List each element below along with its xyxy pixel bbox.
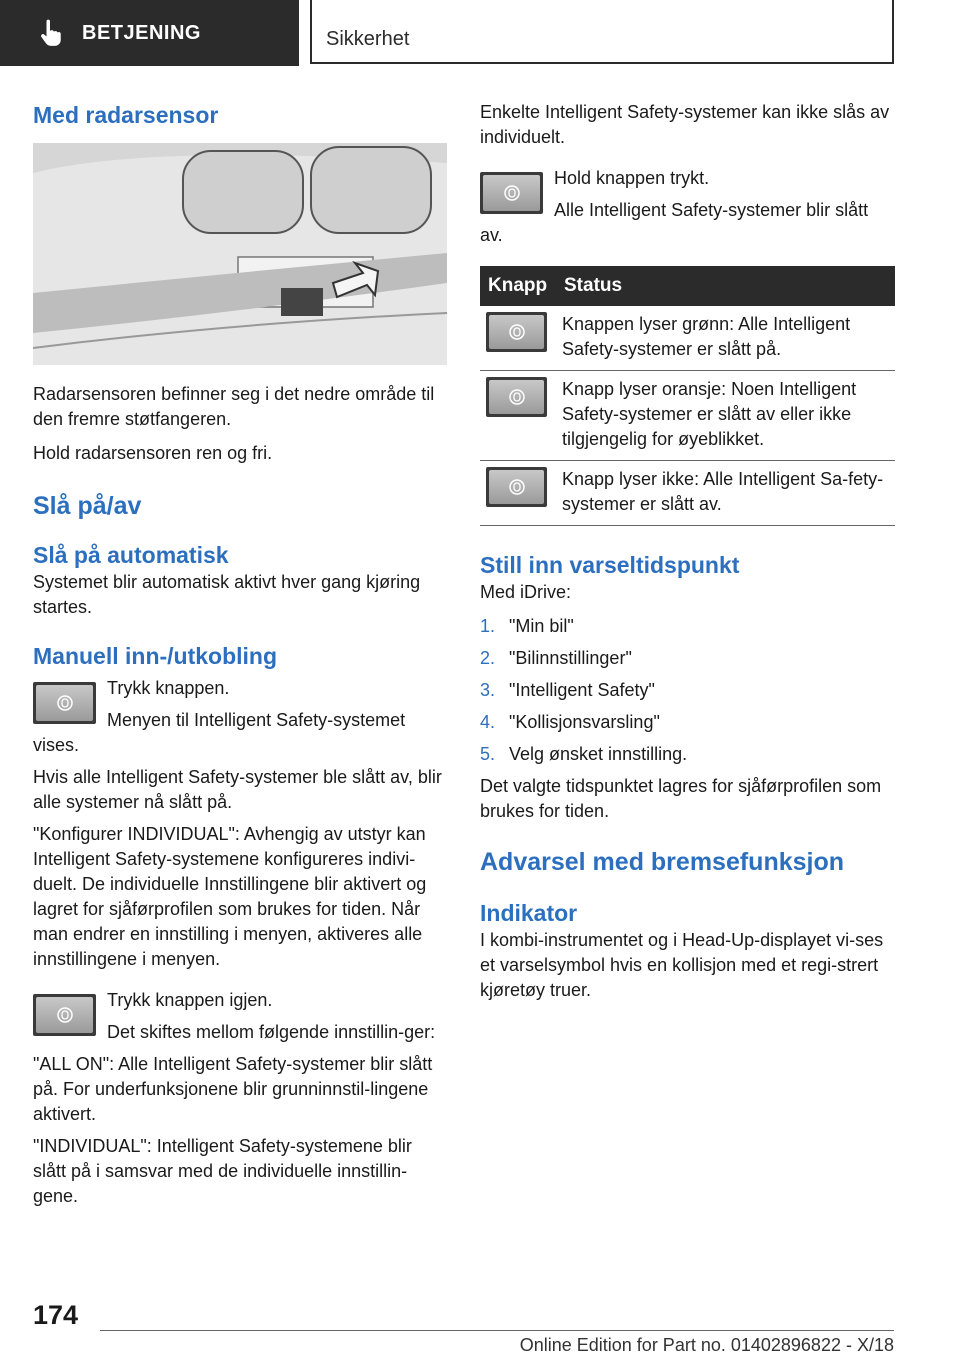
- paragraph: "Konfigurer INDIVIDUAL": Avhengig av utstyr kan Intelligent Safety-systemene konfigureres indivi-duelt. De individuelle Innstillingene blir aktivert og lagret for sjåførprofilen som brukes for tiden. Når man endrer en innstilling i menyen, aktiveres alle innstillingene i menyen.: [33, 824, 427, 969]
- table-header-button: Knapp: [480, 266, 556, 306]
- list-item: 2. "Bilinnstillinger": [480, 648, 632, 668]
- button-instruction: [33, 988, 447, 1045]
- safety-button-image: [33, 994, 96, 1036]
- paragraph: Trykk knappen igjen.: [107, 990, 273, 1010]
- header-section: [310, 0, 894, 64]
- list-item: 5. Velg ønsket innstilling.: [480, 744, 688, 764]
- green-button-image: [486, 312, 547, 352]
- off-button-image: [486, 467, 547, 507]
- car-front-image: [33, 143, 447, 365]
- paragraph: "ALL ON": Alle Intelligent Safety-systemer blir slått på. For underfunksjonene blir grunninnstil-lingene aktivert.: [33, 1054, 433, 1124]
- safety-icon: [56, 1006, 74, 1024]
- table-cell: Knapp lyser oransje: Noen Intelligent Safety-systemer er slått av eller ikke tilgjengelig for øyeblikket.: [556, 371, 895, 461]
- paragraph: Trykk knappen.: [107, 678, 230, 698]
- paragraph: Systemet blir automatisk aktivt hver gang kjøring startes.: [33, 572, 421, 617]
- header-section-label: Sikkerhet: [326, 28, 410, 50]
- safety-icon: [56, 694, 74, 712]
- right-column: [480, 100, 895, 1003]
- table-header-status: Status: [556, 266, 895, 306]
- button-instruction: [33, 676, 447, 758]
- table-cell: Knappen lyser grønn: Alle Intelligent Safety-systemer er slått på.: [556, 306, 895, 371]
- button-instruction: [480, 166, 895, 248]
- paragraph: Hvis alle Intelligent Safety-systemer ble slått av, blir alle systemer nå slått på.: [33, 767, 442, 812]
- heading-indicator: Indikator: [480, 900, 578, 926]
- paragraph: Enkelte Intelligent Safety-systemer kan ikke slås av individuelt.: [480, 102, 890, 147]
- safety-icon: [508, 388, 526, 406]
- safety-icon: [508, 323, 526, 341]
- table-cell: Knapp lyser ikke: Alle Intelligent Sa-fety-systemer er slått av.: [556, 461, 895, 526]
- list-item: 4. "Kollisjonsvarsling": [480, 712, 660, 732]
- table-row: [480, 306, 895, 371]
- heading-manual: Manuell inn-/utkobling: [33, 643, 278, 669]
- paragraph: Alle Intelligent Safety-systemer blir slått av.: [480, 200, 869, 245]
- paragraph: "INDIVIDUAL": Intelligent Safety-systemene blir slått på i samsvar med de individuelle innstillin-gene.: [33, 1136, 412, 1206]
- paragraph: Menyen til Intelligent Safety-systemet vises.: [33, 710, 406, 755]
- header-tab-label: BETJENING: [82, 21, 201, 44]
- heading-brake-warning: Advarsel med bremsefunksjon: [480, 848, 845, 876]
- heading-warning-time: Still inn varseltidspunkt: [480, 552, 740, 578]
- paragraph: Det valgte tidspunktet lagres for sjåførprofilen som brukes for tiden.: [480, 776, 882, 821]
- paragraph: Radarsensoren befinner seg i det nedre område til den fremre støtfangeren.: [33, 384, 435, 429]
- paragraph: Det skiftes mellom følgende innstillin-ger:: [107, 1022, 436, 1042]
- paragraph: Hold radarsensoren ren og fri.: [33, 443, 273, 463]
- table-row: [480, 371, 895, 461]
- heading-radar: Med radarsensor: [33, 102, 219, 128]
- list-item: 1. "Min bil": [480, 616, 574, 636]
- safety-button-image: [480, 172, 543, 214]
- safety-button-image: [33, 682, 96, 724]
- paragraph: I kombi-instrumentet og i Head-Up-displayet vi-ses et varselsymbol hvis en kollisjon med et regi-strert kjøretøy truer.: [480, 930, 884, 1000]
- left-column: [33, 100, 447, 1209]
- list-item: 3. "Intelligent Safety": [480, 680, 655, 700]
- header-tab: [0, 0, 299, 66]
- status-table: [480, 266, 895, 526]
- safety-icon: [503, 184, 521, 202]
- heading-auto: Slå på automatisk: [33, 542, 229, 568]
- paragraph: Med iDrive:: [480, 582, 572, 602]
- steps-list: [480, 614, 895, 767]
- footer-edition: Online Edition for Part no. 01402896822 - X/18: [519, 1335, 894, 1355]
- hand-pointer-icon: [36, 19, 64, 47]
- orange-button-image: [486, 377, 547, 417]
- safety-icon: [508, 478, 526, 496]
- paragraph: Hold knappen trykt.: [554, 168, 710, 188]
- footer-divider: [100, 1330, 894, 1331]
- page-number: 174: [33, 1300, 79, 1330]
- table-row: [480, 461, 895, 526]
- heading-onoff: Slå på/av: [33, 492, 142, 520]
